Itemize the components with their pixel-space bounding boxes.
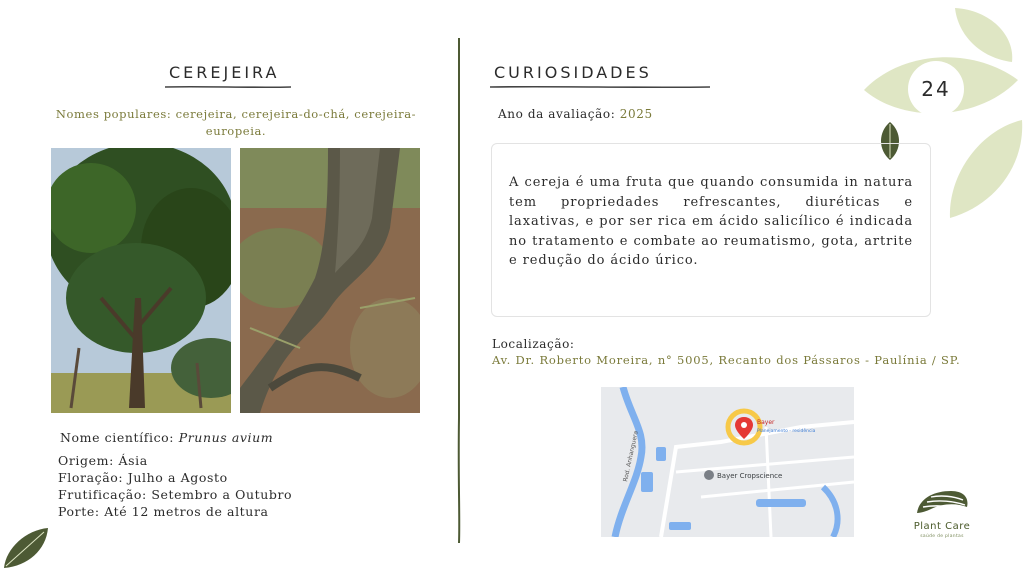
scientific-name: Prunus avium [178, 430, 274, 445]
location-address: Av. Dr. Roberto Moreira, n° 5005, Recanto dos Pássaros - Paulínia / SP. [492, 353, 961, 367]
scientific-name-line [60, 430, 273, 445]
curiosities-title: CURIOSIDADES [494, 63, 652, 82]
plant-care-logo-icon [913, 487, 971, 519]
species-facts [58, 452, 292, 520]
map-pin-label: Bayer [757, 419, 775, 426]
map-pin-sub: Planejamento - residência [757, 429, 816, 434]
curiosity-card [491, 143, 931, 317]
scientific-label: Nome científico: [60, 430, 179, 445]
fact-origin: Origem: Ásia [58, 453, 148, 468]
fact-fruiting: Frutificação: Setembro a Outubro [58, 487, 293, 502]
tree-photo [51, 148, 231, 413]
logo-tagline: saúde de plantas [920, 534, 964, 539]
title-underline-right [488, 85, 712, 89]
leaf-top-icon [955, 8, 1012, 62]
popular-names: Nomes populares: cerejeira, cerejeira-do-chá, cerejeira-europeia. [55, 107, 417, 138]
evaluation-year [498, 107, 653, 121]
location-label: Localização: [492, 337, 575, 351]
leaf-bottom-icon [950, 120, 1022, 218]
place-marker-icon [704, 470, 714, 480]
title-underline-left [163, 85, 293, 89]
fact-size: Porte: Até 12 metros de altura [58, 504, 269, 519]
curiosity-text: A cereja é uma fruta que quando consumida in natura tem propriedades refrescantes, diuréticas e laxativas, e por ser rica em ácido salicílico é indicada no tratamento e combate ao reumatismo, gota, artrite e redução do ácido úrico. [509, 175, 913, 268]
fact-flowering: Floração: Julho a Agosto [58, 470, 228, 485]
year-label: Ano da avaliação: [498, 107, 620, 121]
map-place-label: Bayer Cropscience [717, 472, 783, 480]
page-number: 24 [921, 77, 951, 101]
logo-name: Plant Care [913, 521, 971, 532]
leaf-corner-icon [0, 524, 52, 572]
species-title: CEREJEIRA [169, 63, 280, 82]
map-road-label: Rod. Anhanguera [622, 430, 640, 483]
column-divider [457, 38, 461, 543]
year-value: 2025 [619, 107, 653, 121]
trunk-photo [240, 148, 420, 413]
location-map[interactable] [601, 387, 854, 537]
